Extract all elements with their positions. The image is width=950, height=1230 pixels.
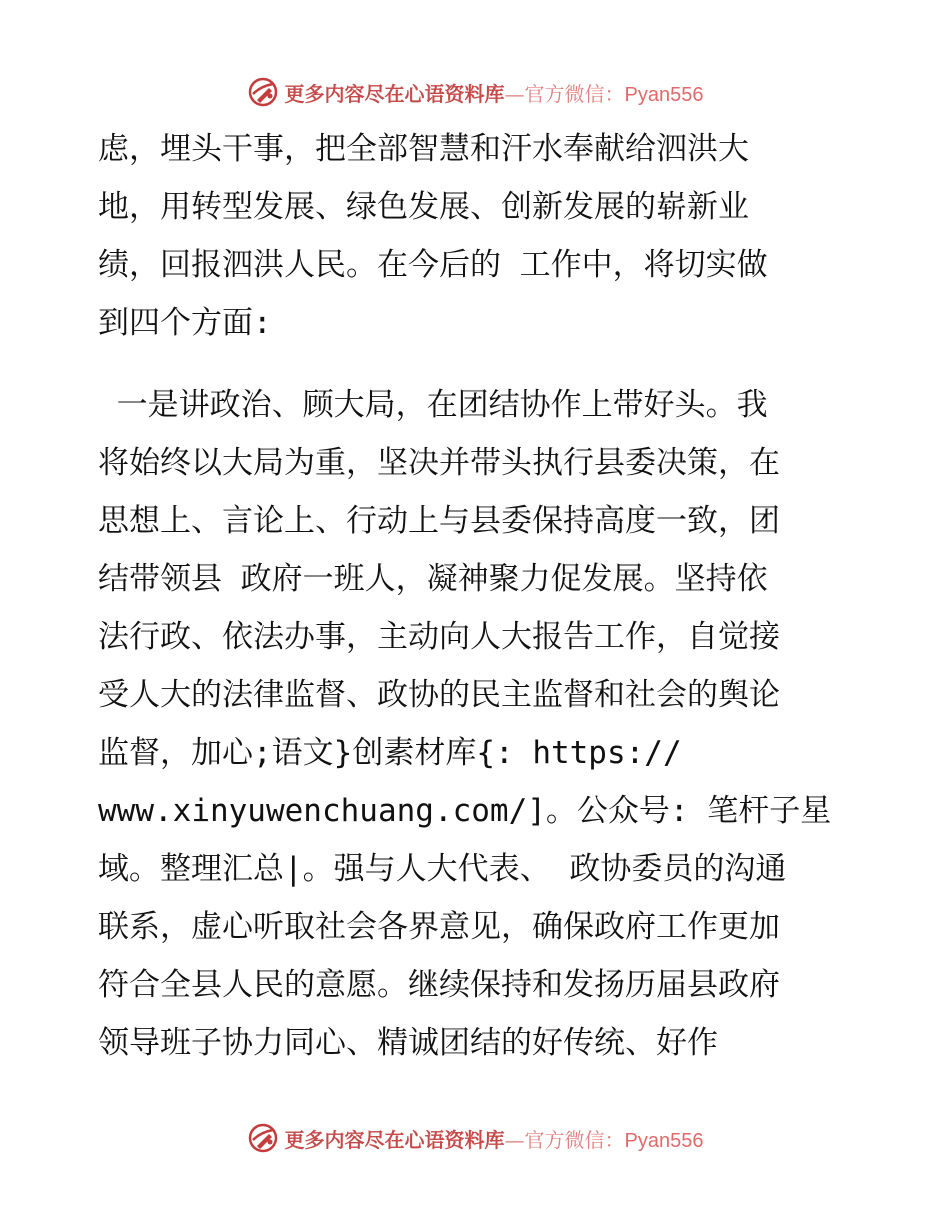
- text-line: 结带领县 政府一班人，凝神聚力促发展。坚持依: [98, 561, 768, 597]
- footer-wechat-id: Pyan556: [624, 1129, 704, 1152]
- header-wechat-label: 官方微信：: [524, 81, 625, 106]
- paragraph-1: [98, 120, 850, 352]
- header-site-text: 更多内容尽在心语资料库: [284, 81, 505, 106]
- text-line: 一是讲政治、顾大局，在团结协作上带好头。我: [98, 387, 768, 423]
- footer-banner: [0, 1118, 950, 1158]
- text-line: www.xinyuwenchuang.com/]。公众号: 笔杆子星: [98, 793, 832, 829]
- text-line: 绩，回报泗洪人民。在今后的 工作中，将切实做: [98, 247, 768, 283]
- text-line: 域。整理汇总|。强与人大代表、 政协委员的沟通: [98, 851, 787, 887]
- text-line: 符合全县人民的意愿。继续保持和发扬历届县政府: [98, 967, 780, 1003]
- text-line: 监督，加心;语文}创素材库{: https://: [98, 735, 682, 771]
- footer-site-text: 更多内容尽在心语资料库: [284, 1127, 505, 1152]
- text-line: 联系，虚心听取社会各界意见，确保政府工作更加: [98, 909, 780, 945]
- document-body: [98, 120, 850, 1072]
- paragraph-2: [98, 376, 850, 1072]
- text-line: 将始终以大局为重，坚决并带头执行县委决策，在: [98, 445, 780, 481]
- paragraph-gap: [98, 352, 850, 376]
- header-banner: [0, 72, 950, 112]
- text-line: 虑，埋头干事，把全部智慧和汗水奉献给泗洪大: [98, 131, 749, 167]
- text-line: 受人大的法律监督、政协的民主监督和社会的舆论: [98, 677, 780, 713]
- footer-dash: —: [504, 1127, 525, 1152]
- header-banner-inner: [247, 76, 704, 108]
- header-banner-text: [285, 78, 704, 107]
- text-line: 地，用转型发展、绿色发展、创新发展的崭新业: [98, 189, 749, 225]
- text-line: 到四个方面:: [98, 305, 272, 341]
- footer-wechat-label: 官方微信：: [524, 1127, 625, 1152]
- header-dash: —: [504, 81, 525, 106]
- header-wechat-id: Pyan556: [624, 83, 704, 106]
- brand-logo-icon: [247, 76, 279, 108]
- footer-banner-inner: [247, 1122, 704, 1154]
- text-line: 领导班子协力同心、精诚团结的好传统、好作: [98, 1025, 718, 1061]
- text-line: 思想上、言论上、行动上与县委保持高度一致，团: [98, 503, 780, 539]
- footer-banner-text: [285, 1124, 704, 1153]
- text-line: 法行政、依法办事，主动向人大报告工作，自觉接: [98, 619, 780, 655]
- brand-logo-icon: [247, 1122, 279, 1154]
